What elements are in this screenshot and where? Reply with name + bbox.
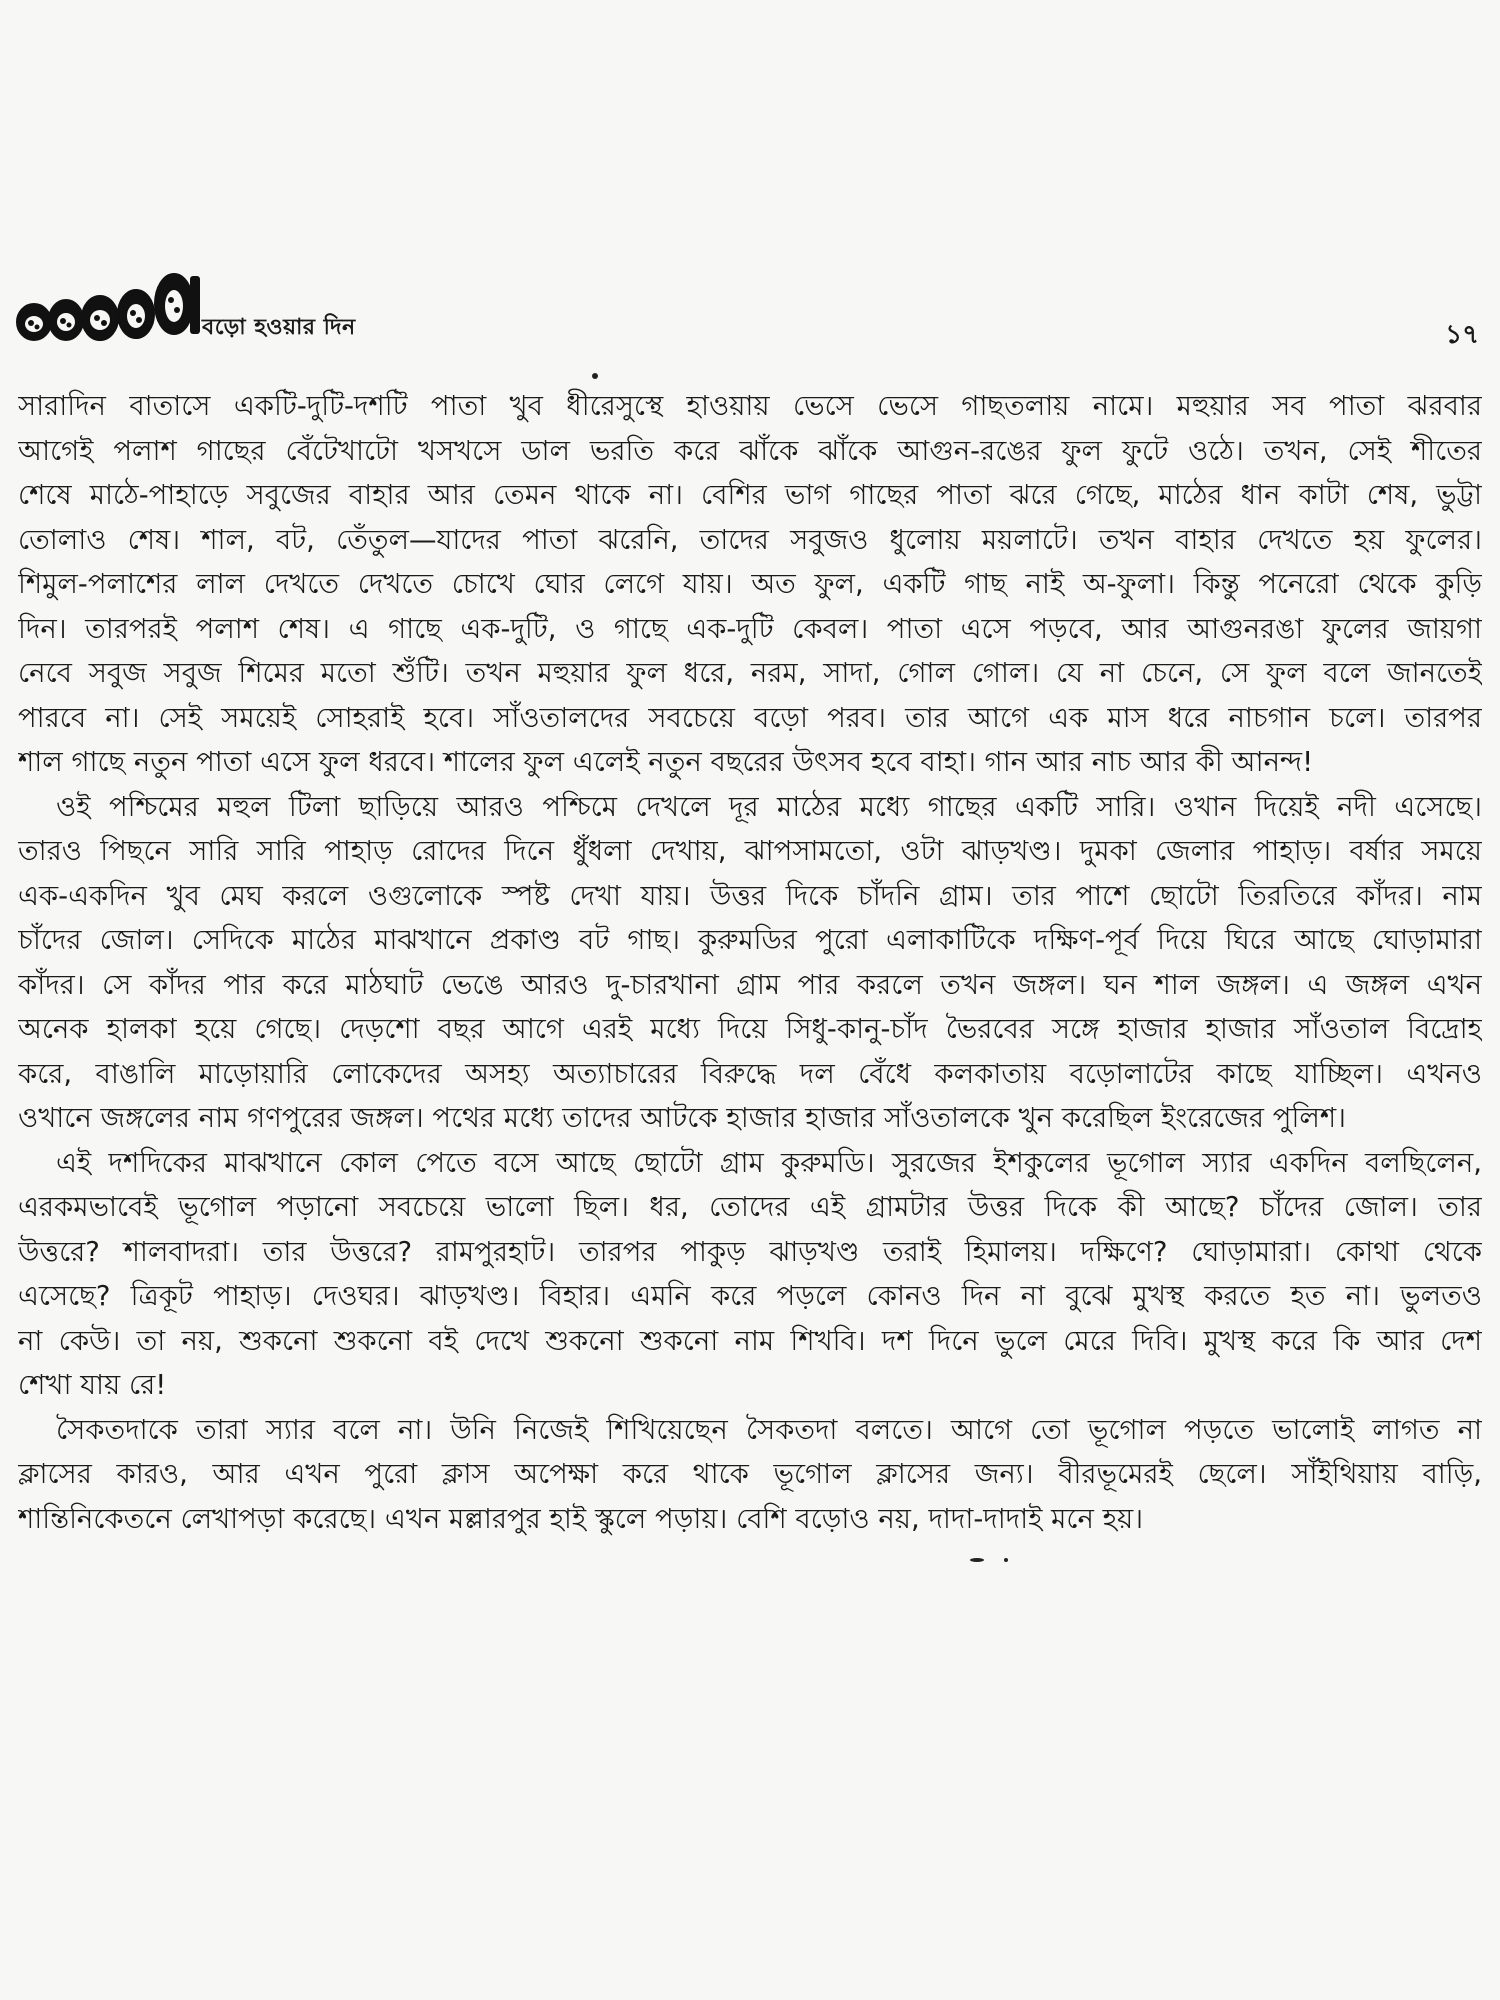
text-line: এসেছে? ত্রিকূট পাহাড়। দেওঘর। ঝাড়খণ্ড। বিহার। এমনি করে পড়লে কোনও দিন না বুঝে মুখস্থ করতে হত না। ভুলতও xyxy=(18,1280,1482,1312)
text-line: অনেক হালকা হয়ে গেছে। দেড়শো বছর আগে এরই মধ্যে দিয়ে সিধু-কানু-চাঁদ ভৈরবের সঙ্গে হাজার হাজার সাঁওতাল বিদ্রোহ xyxy=(18,1013,1482,1045)
text-line: তোলাও শেষ। শাল, বট, তেঁতুল—যাদের পাতা ঝরেনি, তাদের সবুজও ধুলোয় ময়লাটে। তখন বাহার দেখতে হয় ফুলের। xyxy=(18,523,1482,556)
print-speck xyxy=(1004,1558,1008,1562)
text-line: সৈকতদাকে তারা স্যার বলে না। উনি নিজেই শিখিয়েছেন সৈকতদা বলতে। আগে তো ভূগোল পড়তে ভালোই লাগত না xyxy=(56,1413,1482,1446)
text-line: শিমুল-পলাশের লাল দেখতে দেখতে চোখে ঘোর লেগে যায়। অত ফুল, একটি গাছ নাই অ-ফুলা। কিন্তু পনেরো থেকে কুড়ি xyxy=(18,568,1482,600)
text-line: তারও পিছনে সারি সারি পাহাড় রোদের দিনে ধুঁধলা দেখায়, ঝাপসামতো, ওটা ঝাড়খণ্ড। দুমকা জেলার পাহাড়। বর্ষার সময়ে xyxy=(18,835,1482,867)
text-line: কাঁদর। সে কাঁদর পার করে মাঠঘাট ভেঙে আরও দু-চারখানা গ্রাম পার করলে তখন জঙ্গল। ঘন শাল জঙ্গল। এ জঙ্গল এখন xyxy=(18,968,1482,1001)
text-line: শেখা যায় রে! xyxy=(18,1369,167,1401)
page-header xyxy=(14,270,1479,350)
page-number: ১৭ xyxy=(1445,320,1479,350)
text-line: করে, বাঙালি মাড়োয়ারি লোকেদের অসহ্য অত্যাচারের বিরুদ্ধে দল বেঁধে কলকাতায় বড়োলাটের কাছে যাচ্ছিল। এখনও xyxy=(18,1057,1482,1090)
text-line: ক্লাসের কারও, আর এখন পুরো ক্লাস অপেক্ষা করে থাকে ভূগোল ক্লাসের জন্য। বীরভূমেরই ছেলে। সাঁইথিয়ায় বাড়ি, xyxy=(18,1458,1482,1490)
text-line: শেষে মাঠে-পাহাড়ে সবুজের বাহার আর তেমন থাকে না। বেশির ভাগ গাছের পাতা ঝরে গেছে, মাঠের ধান কাটা শেষ, ভুট্টা xyxy=(18,479,1482,511)
text-line: শান্তিনিকেতনে লেখাপড়া করেছে। এখন মল্লারপুর হাই স্কুলে পড়ায়। বেশি বড়োও নয়, দাদা-দাদাই মনে হয়। xyxy=(18,1502,1144,1535)
book-subtitle: বড়ো হওয়ার দিন xyxy=(202,315,356,340)
text-line: এক-একদিন খুব মেঘ করলে ওগুলোকে স্পষ্ট দেখা যায়। উত্তর দিকে চাঁদনি গ্রাম। তার পাশে ছোটো তিরতিরে কাঁদর। নাম xyxy=(18,879,1482,912)
text-line: নেবে সবুজ সবুজ শিমের মতো শুঁটি। তখন মহুয়ার ফুল ধরে, নরম, সাদা, গোল গোল। যে না চেনে, সে ফুল বলে জানতেই xyxy=(18,657,1482,689)
text-line: দিন। তারপরই পলাশ শেষ। এ গাছে এক-দুটি, ও গাছে এক-দুটি কেবল। পাতা এসে পড়বে, আর আগুনরঙা ফুলের জায়গা xyxy=(18,612,1482,645)
text-line: সারাদিন বাতাসে একটি-দুটি-দশটি পাতা খুব ধীরেসুস্থে হাওয়ায় ভেসে ভেসে গাছতলায় নামে। মহুয়ার সব পাতা ঝরবার xyxy=(18,390,1482,422)
text-line: আগেই পলাশ গাছের বেঁটেখাটো খসখসে ডাল ভরতি করে ঝাঁকে ঝাঁকে আগুন-রঙের ফুল ফুটে ওঠে। তখন, সেই শীতের xyxy=(18,434,1482,467)
print-speck xyxy=(970,1558,984,1562)
text-line: এরকমভাবেই ভূগোল পড়ানো সবচেয়ে ভালো ছিল। ধর, তোদের এই গ্রামটার উত্তর দিকে কী আছে? চাঁদের জোল। তার xyxy=(18,1191,1482,1223)
series-logo xyxy=(14,270,204,350)
body-text xyxy=(18,384,1482,1541)
text-line: পারবে না। সেই সময়েই সোহরাই হবে। সাঁওতালদের সবচেয়ে বড়ো পরব। তার আগে এক মাস ধরে নাচগান চলে। তারপর xyxy=(18,701,1482,734)
text-line: শাল গাছে নতুন পাতা এসে ফুল ধরবে। শালের ফুল এলেই নতুন বছরের উৎসব হবে বাহা। গান আর নাচ আর কী আনন্দ! xyxy=(18,746,1314,778)
text-line: এই দশদিকের মাঝখানে কোল পেতে বসে আছে ছোটো গ্রাম কুরুমডি। সুরজের ইশকুলের ভূগোল স্যার একদিন বলছিলেন, xyxy=(56,1146,1482,1179)
text-line: উত্তরে? শালবাদরা। তার উত্তরে? রামপুরহাট। তারপর পাকুড় ঝাড়খণ্ড তরাই হিমালয়। দক্ষিণে? ঘোড়ামারা। কোথা থেকে xyxy=(18,1235,1482,1268)
text-line: না কেউ। তা নয়, শুকনো শুকনো বই দেখে শুকনো শুকনো নাম শিখবি। দশ দিনে ভুলে মেরে দিবি। মুখস্থ করে কি আর দেশ xyxy=(18,1324,1482,1357)
series-logo-graphic xyxy=(14,270,204,350)
text-line: ওই পশ্চিমের মহুল টিলা ছাড়িয়ে আরও পশ্চিমে দেখলে দূর মাঠের মধ্যে গাছের একটি সারি। ওখান দিয়েই নদী এসেছে। xyxy=(56,790,1482,823)
text-line: চাঁদের জোল। সেদিকে মাঠের মাঝখানে প্রকাণ্ড বট গাছ। কুরুমডির পুরো এলাকাটিকে দক্ষিণ-পূর্ব দিয়ে ঘিরে আছে ঘোড়ামারা xyxy=(18,924,1482,956)
text-line: ওখানে জঙ্গলের নাম গণপুরের জঙ্গল। পথের মধ্যে তাদের আটকে হাজার হাজার সাঁওতালকে খুন করেছিল ইংরেজের পুলিশ। xyxy=(18,1102,1346,1134)
print-speck xyxy=(592,373,598,379)
